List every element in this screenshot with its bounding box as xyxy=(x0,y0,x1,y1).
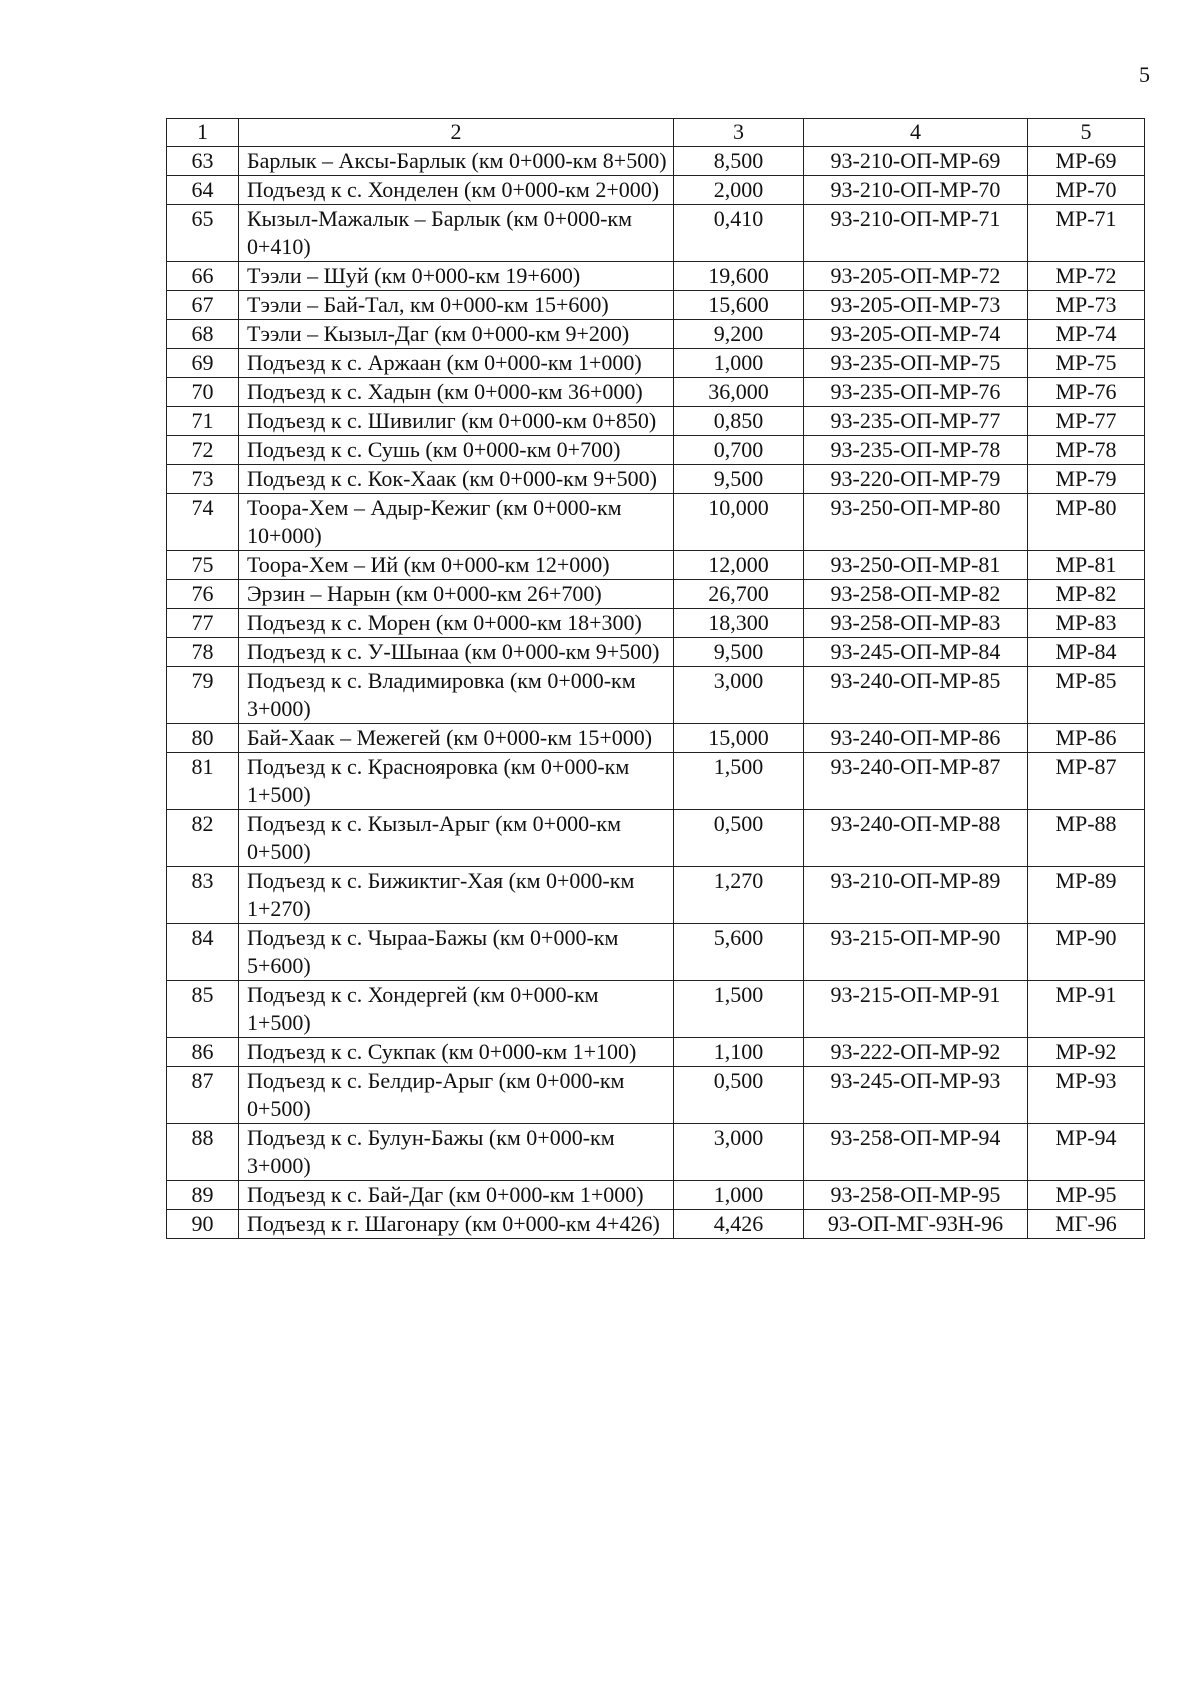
row-number-cell: 67 xyxy=(167,291,239,320)
short-code-cell: МР-80 xyxy=(1028,494,1145,551)
road-name-cell: Тээли – Шуй (км 0+000-км 19+600) xyxy=(239,262,674,291)
table-row xyxy=(167,205,1145,262)
length-km-cell: 1,500 xyxy=(674,753,804,810)
road-name-cell: Подъезд к с. Чыраа-Бажы (км 0+000-км 5+600) xyxy=(239,924,674,981)
row-number-cell: 76 xyxy=(167,580,239,609)
road-id-cell: 93-240-ОП-МР-85 xyxy=(804,667,1028,724)
row-number-cell: 63 xyxy=(167,147,239,176)
road-name-cell: Тоора-Хем – Ий (км 0+000-км 12+000) xyxy=(239,551,674,580)
column-header-number: 1 xyxy=(167,119,239,147)
road-id-cell: 93-210-ОП-МР-69 xyxy=(804,147,1028,176)
row-number-cell: 80 xyxy=(167,724,239,753)
table-row xyxy=(167,580,1145,609)
row-number-cell: 68 xyxy=(167,320,239,349)
length-km-cell: 15,600 xyxy=(674,291,804,320)
short-code-cell: МР-88 xyxy=(1028,810,1145,867)
road-name-cell: Подъезд к с. Хонделен (км 0+000-км 2+000) xyxy=(239,176,674,205)
length-km-cell: 9,200 xyxy=(674,320,804,349)
row-number-cell: 82 xyxy=(167,810,239,867)
table-row xyxy=(167,1124,1145,1181)
table-body xyxy=(167,147,1145,1239)
road-id-cell: 93-222-ОП-МР-92 xyxy=(804,1038,1028,1067)
road-name-cell: Подъезд к с. Сукпак (км 0+000-км 1+100) xyxy=(239,1038,674,1067)
table-row xyxy=(167,378,1145,407)
length-km-cell: 10,000 xyxy=(674,494,804,551)
road-id-cell: 93-240-ОП-МР-86 xyxy=(804,724,1028,753)
road-name-cell: Подъезд к с. Краснояровка (км 0+000-км 1+500) xyxy=(239,753,674,810)
table-row xyxy=(167,1210,1145,1239)
short-code-cell: МР-95 xyxy=(1028,1181,1145,1210)
length-km-cell: 0,500 xyxy=(674,810,804,867)
road-name-cell: Тээли – Кызыл-Даг (км 0+000-км 9+200) xyxy=(239,320,674,349)
road-id-cell: 93-ОП-МГ-93Н-96 xyxy=(804,1210,1028,1239)
road-name-cell: Подъезд к с. Хондергей (км 0+000-км 1+500) xyxy=(239,981,674,1038)
road-name-cell: Подъезд к с. Владимировка (км 0+000-км 3+000) xyxy=(239,667,674,724)
road-name-cell: Кызыл-Мажалык – Барлык (км 0+000-км 0+410) xyxy=(239,205,674,262)
road-id-cell: 93-235-ОП-МР-78 xyxy=(804,436,1028,465)
road-name-cell: Подъезд к с. Морен (км 0+000-км 18+300) xyxy=(239,609,674,638)
road-name-cell: Подъезд к с. Бижиктиг-Хая (км 0+000-км 1+270) xyxy=(239,867,674,924)
row-number-cell: 88 xyxy=(167,1124,239,1181)
short-code-cell: МР-74 xyxy=(1028,320,1145,349)
road-id-cell: 93-235-ОП-МР-75 xyxy=(804,349,1028,378)
row-number-cell: 84 xyxy=(167,924,239,981)
short-code-cell: МР-82 xyxy=(1028,580,1145,609)
row-number-cell: 74 xyxy=(167,494,239,551)
length-km-cell: 9,500 xyxy=(674,638,804,667)
road-name-cell: Тээли – Бай-Тал, км 0+000-км 15+600) xyxy=(239,291,674,320)
table-row xyxy=(167,724,1145,753)
table-header-row xyxy=(167,119,1145,147)
road-name-cell: Подъезд к с. Булун-Бажы (км 0+000-км 3+000) xyxy=(239,1124,674,1181)
table-row xyxy=(167,1067,1145,1124)
row-number-cell: 65 xyxy=(167,205,239,262)
road-name-cell: Подъезд к с. Хадын (км 0+000-км 36+000) xyxy=(239,378,674,407)
road-name-cell: Подъезд к с. Сушь (км 0+000-км 0+700) xyxy=(239,436,674,465)
table-row xyxy=(167,753,1145,810)
short-code-cell: МР-71 xyxy=(1028,205,1145,262)
road-id-cell: 93-220-ОП-МР-79 xyxy=(804,465,1028,494)
road-id-cell: 93-258-ОП-МР-95 xyxy=(804,1181,1028,1210)
length-km-cell: 1,100 xyxy=(674,1038,804,1067)
row-number-cell: 86 xyxy=(167,1038,239,1067)
length-km-cell: 15,000 xyxy=(674,724,804,753)
length-km-cell: 36,000 xyxy=(674,378,804,407)
short-code-cell: МР-76 xyxy=(1028,378,1145,407)
short-code-cell: МР-91 xyxy=(1028,981,1145,1038)
road-id-cell: 93-240-ОП-МР-88 xyxy=(804,810,1028,867)
row-number-cell: 64 xyxy=(167,176,239,205)
length-km-cell: 1,270 xyxy=(674,867,804,924)
short-code-cell: МР-89 xyxy=(1028,867,1145,924)
short-code-cell: МР-78 xyxy=(1028,436,1145,465)
road-id-cell: 93-258-ОП-МР-94 xyxy=(804,1124,1028,1181)
road-id-cell: 93-258-ОП-МР-83 xyxy=(804,609,1028,638)
length-km-cell: 0,500 xyxy=(674,1067,804,1124)
short-code-cell: МГ-96 xyxy=(1028,1210,1145,1239)
length-km-cell: 19,600 xyxy=(674,262,804,291)
column-header-code: 4 xyxy=(804,119,1028,147)
short-code-cell: МР-85 xyxy=(1028,667,1145,724)
road-name-cell: Подъезд к с. Белдир-Арыг (км 0+000-км 0+500) xyxy=(239,1067,674,1124)
row-number-cell: 72 xyxy=(167,436,239,465)
length-km-cell: 4,426 xyxy=(674,1210,804,1239)
short-code-cell: МР-83 xyxy=(1028,609,1145,638)
road-id-cell: 93-250-ОП-МР-81 xyxy=(804,551,1028,580)
road-id-cell: 93-245-ОП-МР-93 xyxy=(804,1067,1028,1124)
table-row xyxy=(167,320,1145,349)
table-row xyxy=(167,551,1145,580)
row-number-cell: 75 xyxy=(167,551,239,580)
length-km-cell: 5,600 xyxy=(674,924,804,981)
road-id-cell: 93-215-ОП-МР-90 xyxy=(804,924,1028,981)
road-name-cell: Подъезд к г. Шагонару (км 0+000-км 4+426) xyxy=(239,1210,674,1239)
road-id-cell: 93-210-ОП-МР-71 xyxy=(804,205,1028,262)
table-row xyxy=(167,147,1145,176)
short-code-cell: МР-79 xyxy=(1028,465,1145,494)
table-row xyxy=(167,176,1145,205)
row-number-cell: 78 xyxy=(167,638,239,667)
length-km-cell: 1,500 xyxy=(674,981,804,1038)
length-km-cell: 9,500 xyxy=(674,465,804,494)
road-id-cell: 93-205-ОП-МР-72 xyxy=(804,262,1028,291)
length-km-cell: 0,700 xyxy=(674,436,804,465)
short-code-cell: МР-77 xyxy=(1028,407,1145,436)
roads-table xyxy=(166,118,1145,1239)
length-km-cell: 26,700 xyxy=(674,580,804,609)
table-row xyxy=(167,609,1145,638)
table-row xyxy=(167,262,1145,291)
short-code-cell: МР-73 xyxy=(1028,291,1145,320)
road-name-cell: Подъезд к с. Аржаан (км 0+000-км 1+000) xyxy=(239,349,674,378)
column-header-short-code: 5 xyxy=(1028,119,1145,147)
table-row xyxy=(167,465,1145,494)
table-row xyxy=(167,981,1145,1038)
table-row xyxy=(167,924,1145,981)
length-km-cell: 18,300 xyxy=(674,609,804,638)
row-number-cell: 70 xyxy=(167,378,239,407)
road-name-cell: Подъезд к с. Кызыл-Арыг (км 0+000-км 0+500) xyxy=(239,810,674,867)
short-code-cell: МР-87 xyxy=(1028,753,1145,810)
short-code-cell: МР-69 xyxy=(1028,147,1145,176)
length-km-cell: 0,410 xyxy=(674,205,804,262)
short-code-cell: МР-86 xyxy=(1028,724,1145,753)
road-id-cell: 93-235-ОП-МР-76 xyxy=(804,378,1028,407)
length-km-cell: 3,000 xyxy=(674,667,804,724)
table-row xyxy=(167,810,1145,867)
length-km-cell: 2,000 xyxy=(674,176,804,205)
road-id-cell: 93-250-ОП-МР-80 xyxy=(804,494,1028,551)
road-id-cell: 93-215-ОП-МР-91 xyxy=(804,981,1028,1038)
column-header-length: 3 xyxy=(674,119,804,147)
length-km-cell: 12,000 xyxy=(674,551,804,580)
table-row xyxy=(167,1038,1145,1067)
short-code-cell: МР-92 xyxy=(1028,1038,1145,1067)
table-row xyxy=(167,667,1145,724)
road-name-cell: Барлык – Аксы-Барлык (км 0+000-км 8+500) xyxy=(239,147,674,176)
road-name-cell: Подъезд к с. У-Шынаа (км 0+000-км 9+500) xyxy=(239,638,674,667)
road-id-cell: 93-240-ОП-МР-87 xyxy=(804,753,1028,810)
road-id-cell: 93-205-ОП-МР-74 xyxy=(804,320,1028,349)
short-code-cell: МР-94 xyxy=(1028,1124,1145,1181)
short-code-cell: МР-93 xyxy=(1028,1067,1145,1124)
row-number-cell: 81 xyxy=(167,753,239,810)
page-number: 5 xyxy=(1139,62,1150,87)
row-number-cell: 71 xyxy=(167,407,239,436)
road-name-cell: Подъезд к с. Шивилиг (км 0+000-км 0+850) xyxy=(239,407,674,436)
row-number-cell: 90 xyxy=(167,1210,239,1239)
short-code-cell: МР-75 xyxy=(1028,349,1145,378)
short-code-cell: МР-84 xyxy=(1028,638,1145,667)
road-id-cell: 93-205-ОП-МР-73 xyxy=(804,291,1028,320)
length-km-cell: 0,850 xyxy=(674,407,804,436)
road-name-cell: Подъезд к с. Бай-Даг (км 0+000-км 1+000) xyxy=(239,1181,674,1210)
road-name-cell: Подъезд к с. Кок-Хаак (км 0+000-км 9+500) xyxy=(239,465,674,494)
road-id-cell: 93-245-ОП-МР-84 xyxy=(804,638,1028,667)
row-number-cell: 89 xyxy=(167,1181,239,1210)
road-id-cell: 93-210-ОП-МР-70 xyxy=(804,176,1028,205)
road-name-cell: Бай-Хаак – Межегей (км 0+000-км 15+000) xyxy=(239,724,674,753)
length-km-cell: 1,000 xyxy=(674,349,804,378)
table-row xyxy=(167,867,1145,924)
row-number-cell: 77 xyxy=(167,609,239,638)
row-number-cell: 85 xyxy=(167,981,239,1038)
road-id-cell: 93-235-ОП-МР-77 xyxy=(804,407,1028,436)
short-code-cell: МР-70 xyxy=(1028,176,1145,205)
table-row xyxy=(167,494,1145,551)
row-number-cell: 83 xyxy=(167,867,239,924)
road-id-cell: 93-258-ОП-МР-82 xyxy=(804,580,1028,609)
length-km-cell: 8,500 xyxy=(674,147,804,176)
table-row xyxy=(167,407,1145,436)
short-code-cell: МР-90 xyxy=(1028,924,1145,981)
table-row xyxy=(167,436,1145,465)
row-number-cell: 66 xyxy=(167,262,239,291)
length-km-cell: 1,000 xyxy=(674,1181,804,1210)
table-row xyxy=(167,1181,1145,1210)
length-km-cell: 3,000 xyxy=(674,1124,804,1181)
row-number-cell: 69 xyxy=(167,349,239,378)
road-name-cell: Тоора-Хем – Адыр-Кежиг (км 0+000-км 10+000) xyxy=(239,494,674,551)
road-id-cell: 93-210-ОП-МР-89 xyxy=(804,867,1028,924)
table-row xyxy=(167,638,1145,667)
row-number-cell: 79 xyxy=(167,667,239,724)
short-code-cell: МР-72 xyxy=(1028,262,1145,291)
road-name-cell: Эрзин – Нарын (км 0+000-км 26+700) xyxy=(239,580,674,609)
short-code-cell: МР-81 xyxy=(1028,551,1145,580)
row-number-cell: 73 xyxy=(167,465,239,494)
row-number-cell: 87 xyxy=(167,1067,239,1124)
table-row xyxy=(167,349,1145,378)
column-header-name: 2 xyxy=(239,119,674,147)
table-row xyxy=(167,291,1145,320)
